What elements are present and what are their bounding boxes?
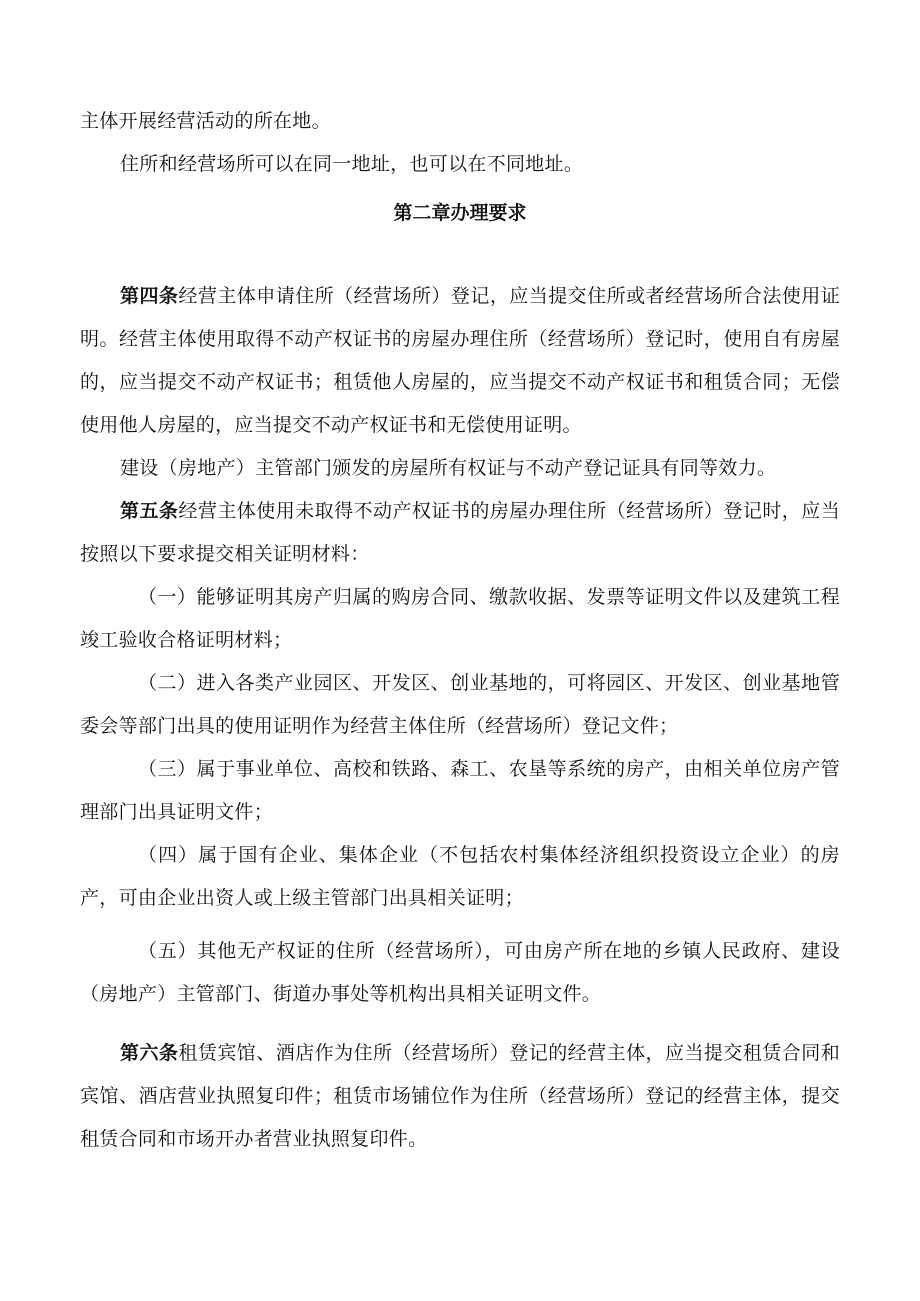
- paragraph-same-address: 住所和经营场所可以在同一地址，也可以在不同地址。: [120, 153, 584, 175]
- article-4: [80, 275, 840, 447]
- article-4-text: 经营主体申请住所（经营场所）登记，应当提交住所或者经营场所合法使用证明。经营主体使用取得不动产权证书的房屋办理住所（经营场所）登记时，使用自有房屋的，应当提交不动产权证书；租赁他人房屋的，应当提交不动产权证书和租赁合同；无偿使用他人房屋的，应当提交不动产权证书和无偿使用证明。: [80, 285, 841, 436]
- chapter-title: 第二章办理要求: [393, 202, 527, 224]
- article-4-label: 第四条: [120, 285, 179, 307]
- article-5-item-4: （四）属于国有企业、集体企业（不包括农村集体经济组织投资设立企业）的房产，可由企业出资人或上级主管部门出具相关证明；: [80, 844, 840, 909]
- paragraph-construction: 建设（房地产）主管部门颁发的房屋所有权证与不动产登记证具有同等效力。: [120, 457, 777, 479]
- article-5-item-3: （三）属于事业单位、高校和铁路、森工、农垦等系统的房产，由相关单位房产管理部门出具证明文件；: [80, 758, 840, 823]
- article-5-item-5: （五）其他无产权证的住所（经营场所），可由房产所在地的乡镇人民政府、建设（房地产）主管部门、街道办事处等机构出具相关证明文件。: [80, 940, 840, 1005]
- document-page: [80, 100, 840, 1161]
- article-5-item-2: （二）进入各类产业园区、开发区、创业基地的，可将园区、开发区、创业基地管委会等部门出具的使用证明作为经营主体住所（经营场所）登记文件；: [80, 672, 840, 737]
- article-6-text: 租赁宾馆、酒店作为住所（经营场所）登记的经营主体，应当提交租赁合同和宾馆、酒店营业执照复印件；租赁市场铺位作为住所（经营场所）登记的经营主体，提交租赁合同和市场开办者营业执照复印件。: [80, 1042, 841, 1150]
- article-6: [80, 1032, 840, 1161]
- article-5-label: 第五条: [120, 500, 179, 522]
- article-5-item-1: （一）能够证明其房产归属的购房合同、缴款收据、发票等证明文件以及建筑工程竣工验收合格证明材料；: [80, 586, 840, 651]
- article-6-label: 第六条: [120, 1042, 179, 1064]
- article-5-text: 经营主体使用未取得不动产权证书的房屋办理住所（经营场所）登记时，应当按照以下要求提交相关证明材料：: [80, 500, 841, 565]
- article-5: [80, 490, 840, 576]
- paragraph-continuation: 主体开展经营活动的所在地。: [80, 110, 331, 132]
